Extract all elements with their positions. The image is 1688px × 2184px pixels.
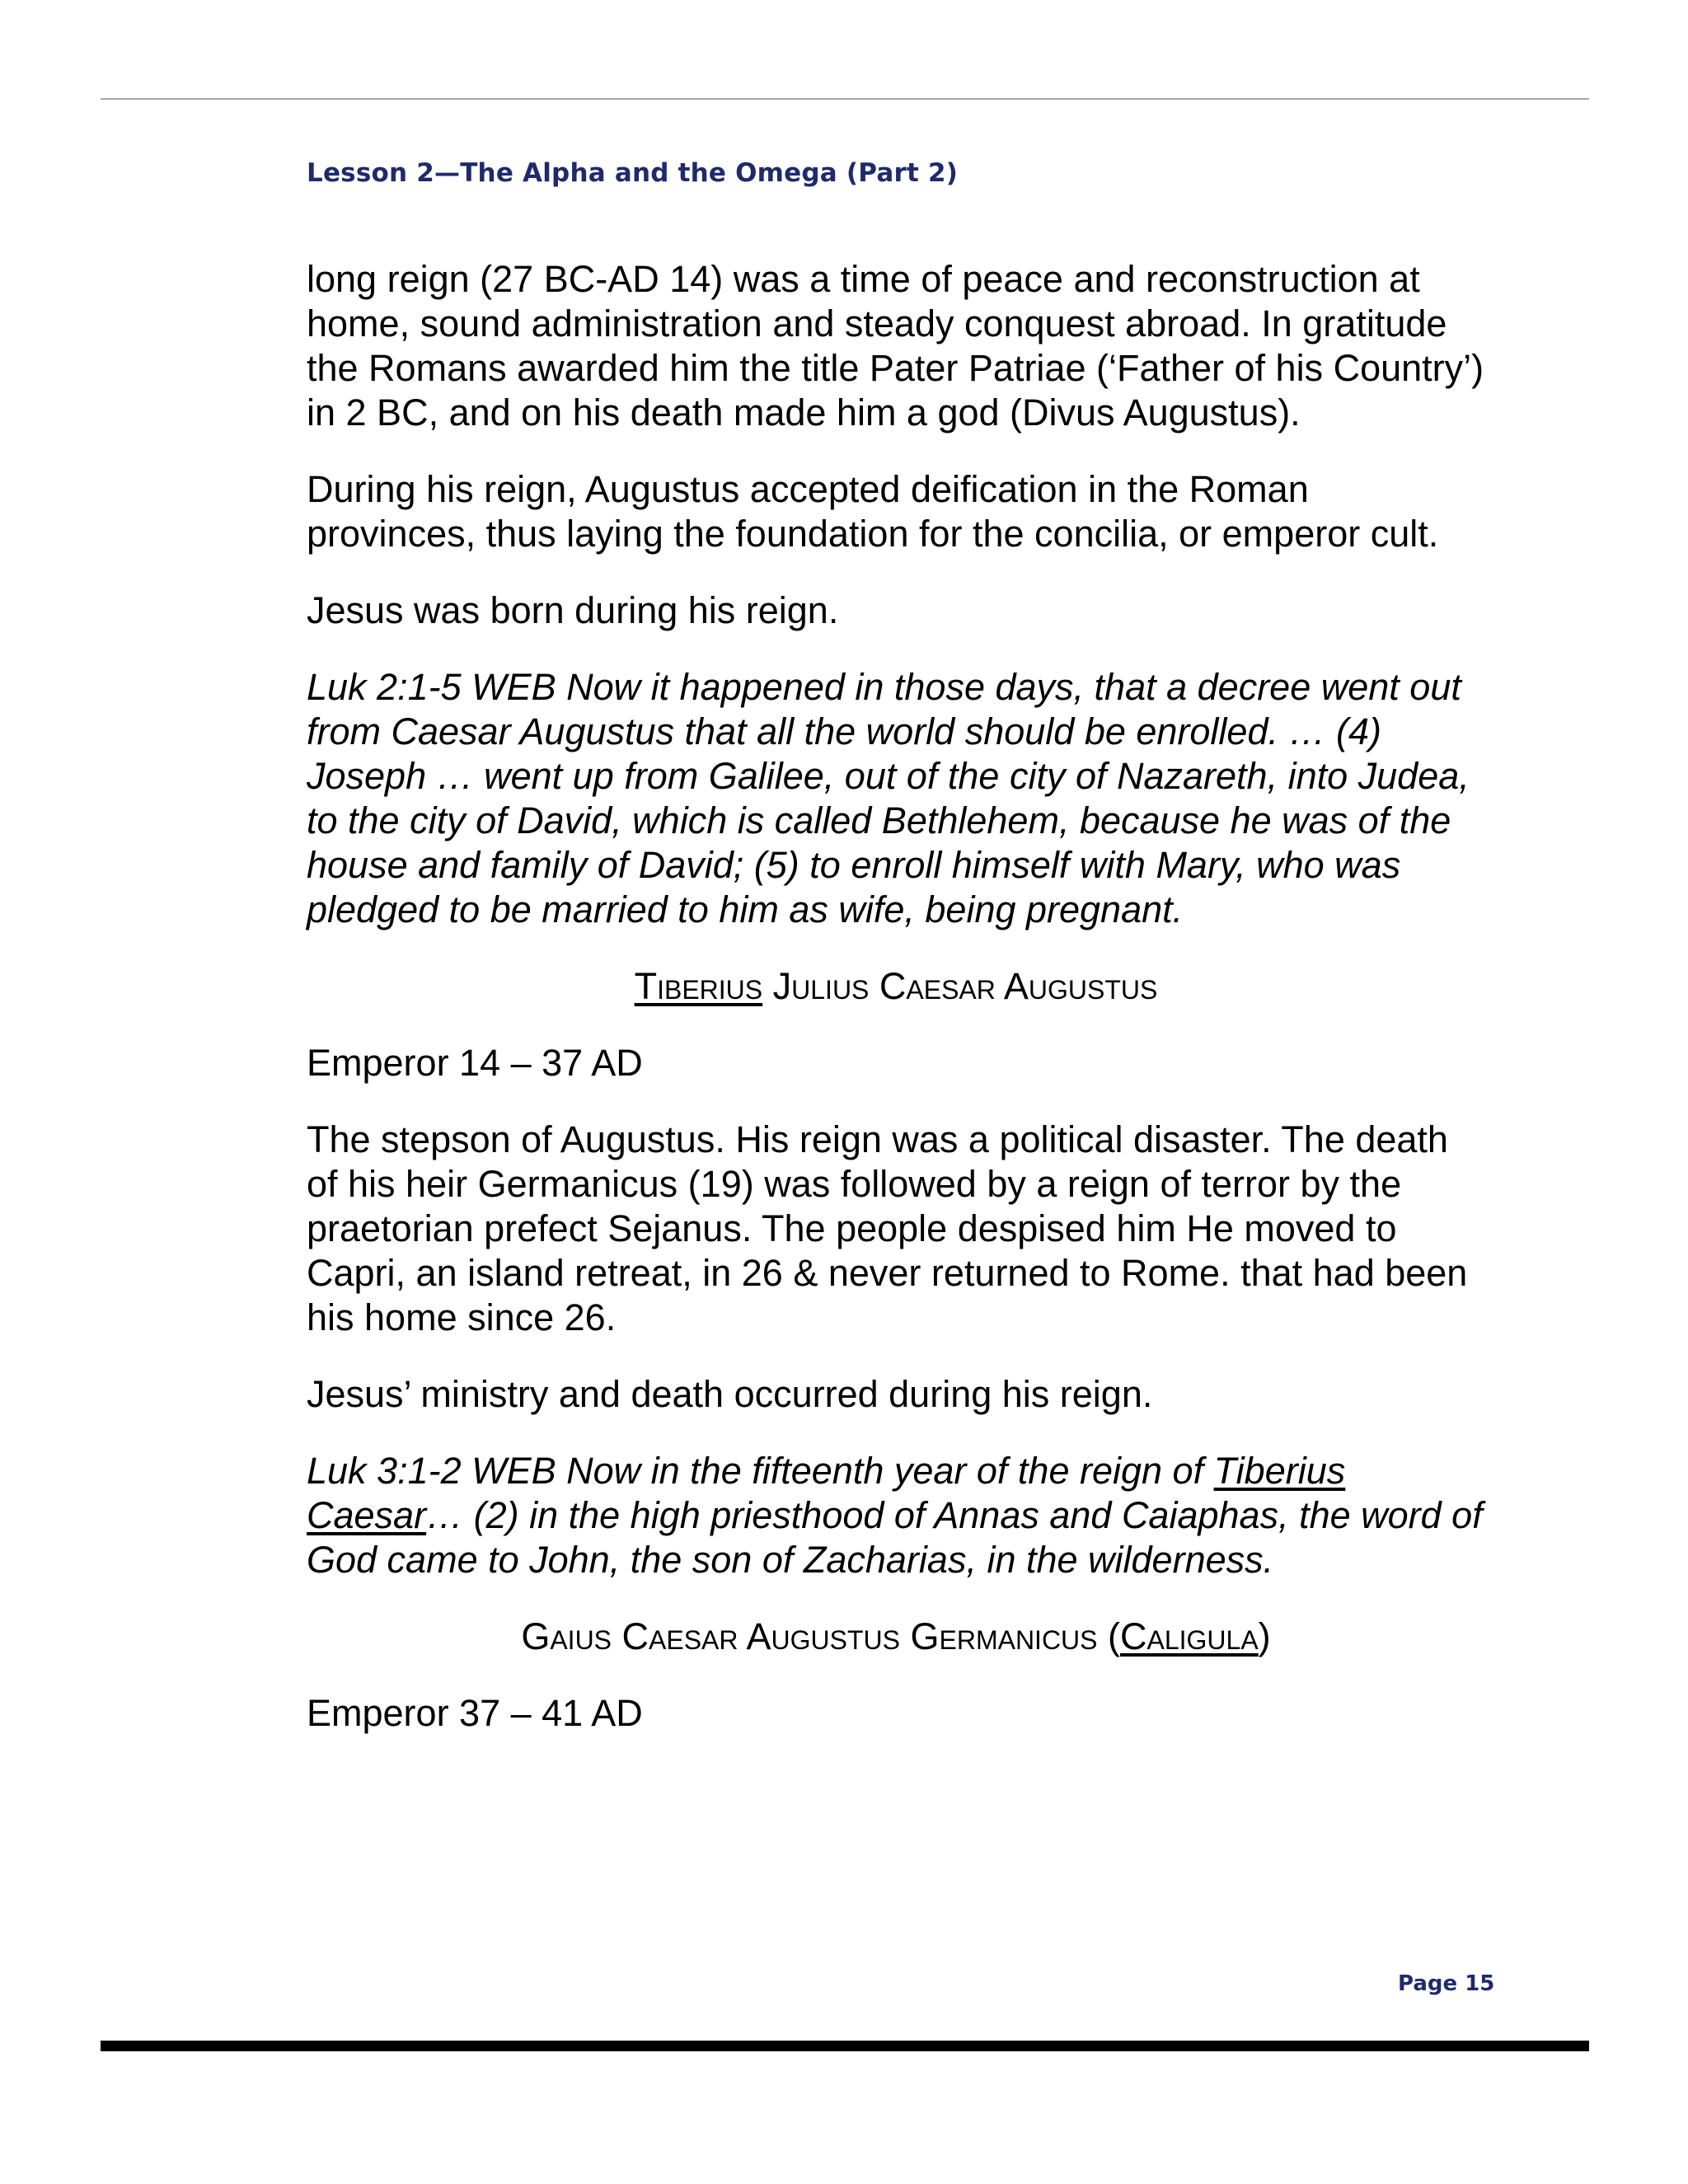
top-divider [101,98,1589,100]
scripture-luke-3 [307,1449,1485,1582]
heading-caligula [307,1615,1485,1659]
scripture-luke-3-start: Luk 3:1-2 WEB Now in the fifteenth year of the reign of [307,1450,1214,1492]
paragraph-jesus-born: Jesus was born during his reign. [307,589,839,631]
paragraph-tiberius-reign: The stepson of Augustus. His reign was a political disaster. The death of his heir Germanicus (19) was followed by a reign of terror by the praetorian prefect Sejanus. The people despised him He moved to Capri, an island retreat, in 26 & never returned to Rome. that had been his home since 26. [307,1118,1468,1338]
heading-caligula-underlined: Caligula [1120,1615,1259,1657]
heading-tiberius-rest: Julius Caesar Augustus [762,965,1158,1007]
heading-tiberius-underlined: Tiberius [634,965,763,1007]
paragraph-caligula-dates: Emperor 37 – 41 AD [307,1692,643,1734]
paragraph-jesus-ministry: Jesus’ ministry and death occurred during his reign. [307,1373,1153,1415]
scripture-luke-3-end: … (2) in the high priesthood of Annas and Caiaphas, the word of God came to John, the son of Zacharias, in the wilderness. [307,1494,1483,1581]
page-body [307,257,1485,1768]
running-header: Lesson 2—The Alpha and the Omega (Part 2) [307,158,959,188]
heading-caligula-end: ) [1258,1615,1271,1657]
paragraph-tiberius-dates: Emperor 14 – 37 AD [307,1042,643,1084]
paragraph-augustus-reign: long reign (27 BC-AD 14) was a time of peace and reconstruction at home, sound administration and steady conquest abroad. In gratitude the Romans awarded him the title Pater Patriae (‘Father of his Country’) in 2 BC, and on his death made him a god (Divus Augustus). [307,258,1484,434]
heading-tiberius [307,964,1485,1009]
page-number: Page 15 [1398,1971,1495,1996]
paragraph-deification: During his reign, Augustus accepted deification in the Roman provinces, thus laying the foundation for the concilia, or emperor cult. [307,468,1439,555]
bottom-divider [101,2041,1589,2051]
heading-caligula-start: Gaius Caesar Augustus Germanicus ( [521,1615,1120,1657]
scripture-luke-2: Luk 2:1-5 WEB Now it happened in those days, that a decree went out from Caesar Augustus that all the world should be enrolled. … (4) Joseph … went up from Galilee, out of the city of Nazareth, into Judea, to the city of David, which is called Bethlehem, because he was of the house and family of David; (5) to enroll himself with Mary, who was pledged to be married to him as wife, being pregnant. [307,666,1470,930]
scripture-luke-3-underlined: Tiberius Caesar [307,1450,1346,1536]
